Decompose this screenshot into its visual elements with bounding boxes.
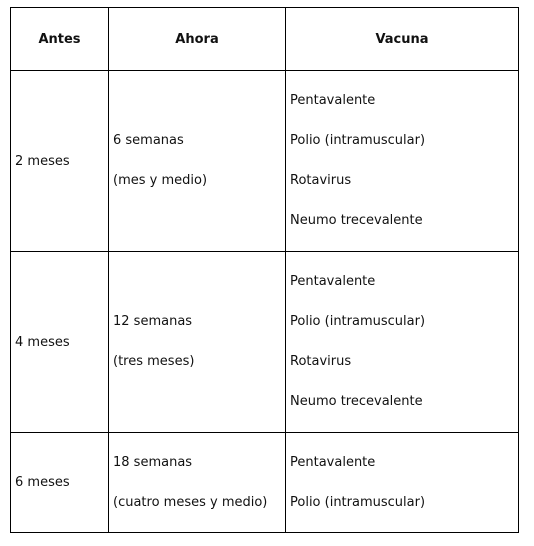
antes-cell [11, 71, 109, 252]
vacuna-cell [286, 71, 519, 252]
antes-value: 2 meses [15, 153, 70, 169]
header-ahora: Ahora [109, 8, 286, 71]
header-vacuna: Vacuna [286, 8, 519, 71]
vaccine-name: Pentavalente [290, 93, 376, 108]
vaccine-name: Rotavirus [290, 173, 352, 188]
vacuna-cell [286, 252, 519, 433]
vaccine-name: Neumo trecevalente [290, 213, 423, 228]
table-row [11, 71, 519, 252]
ahora-weeks: 12 semanas [113, 314, 193, 329]
ahora-cell [109, 433, 286, 533]
header-row [11, 8, 519, 71]
vaccine-name: Neumo trecevalente [290, 394, 423, 409]
ahora-weeks: 6 semanas [113, 133, 184, 148]
ahora-cell [109, 71, 286, 252]
vaccine-name: Pentavalente [290, 274, 376, 289]
vaccine-name: Pentavalente [290, 454, 376, 470]
ahora-months: (tres meses) [113, 354, 195, 369]
antes-value: 4 meses [15, 334, 70, 350]
antes-cell [11, 433, 109, 533]
table-row [11, 433, 519, 533]
vaccine-schedule-table [10, 7, 519, 533]
antes-value: 6 meses [15, 475, 70, 490]
antes-cell [11, 252, 109, 433]
ahora-months: (cuatro meses y medio) [113, 494, 268, 510]
vacuna-cell [286, 433, 519, 533]
vaccine-name: Polio (intramuscular) [290, 133, 426, 148]
ahora-cell [109, 252, 286, 433]
vaccine-name: Polio (intramuscular) [290, 314, 426, 329]
vaccine-name: Polio (intramuscular) [290, 494, 426, 510]
header-antes: Antes [11, 8, 109, 71]
ahora-months: (mes y medio) [113, 173, 208, 188]
vaccine-name: Rotavirus [290, 354, 352, 369]
table-row [11, 252, 519, 433]
ahora-weeks: 18 semanas [113, 454, 193, 470]
